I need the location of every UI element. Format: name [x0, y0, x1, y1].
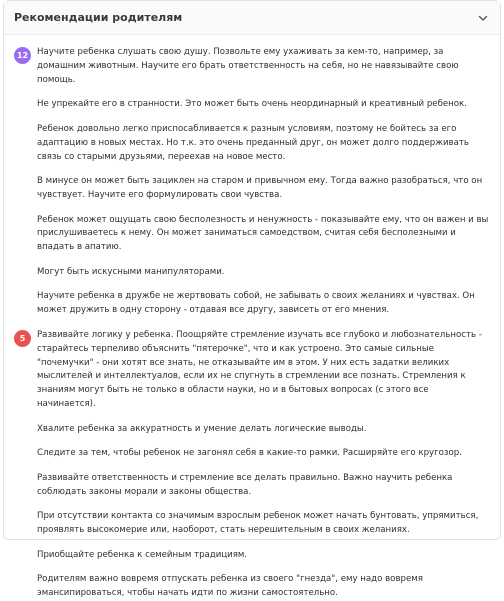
recommendation-paragraph: Развивайте ответственность и стремление все делать правильно. Важно научить ребенка соблюдать законы морали и законы общества.	[37, 472, 453, 497]
card-header[interactable]	[4, 1, 500, 35]
number-badge: 12	[14, 47, 31, 64]
recommendation-paragraph: Научите ребенка слушать свою душу. Позвольте ему ухаживать за кем-то, например, за домашним животным. Научите его брать ответственность на себя, но не навязывайте свою помощь.	[37, 47, 459, 85]
card-content	[4, 35, 500, 601]
recommendation-paragraph: Хвалите ребенка за аккуратность и умение делать логические выводы.	[37, 423, 367, 434]
recommendation-paragraph: Родителям важно вовремя отпускать ребенка из своего "гнезда", ему надо вовремя эмансипироваться, чтобы начать идти по жизни самостоятельно.	[37, 574, 423, 598]
recommendation-paragraph: Развивайте логику у ребенка. Поощряйте стремление изучать все глубоко и любознательность - старайтесь терпеливо объяснить "пятерочке", что и как устроено. Это самые сильные "почемучки" - они хотят все знать, не отказывайте им в этом. У них есть задатки великих мыслителей и интеллектуалов, если их не спугнуть в стремлении все познать. Стремления к знаниям могут быть не только в области науки, но и в бытовых вопросах (с этого все начинается).	[37, 329, 482, 410]
recommendation-paragraph: Научите ребенка в дружбе не жертвовать собой, не забывать о своих желаниях и чувствах. Он может дружить в одну сторону - отдавая все другу, зависеть от его мнения.	[37, 291, 475, 316]
recommendation-paragraph: Ребенок может ощущать свою бесполезность и ненужность - показывайте ему, что он важен и вы прислушиваетесь к нему. Он может заниматься самоедством, считая себя бесполезными и впадать в апатию.	[37, 214, 489, 253]
chevron-down-icon[interactable]	[476, 11, 490, 25]
recommendations-card	[3, 0, 501, 598]
recommendation-paragraph: В минусе он может быть зациклен на старом и привычном ему. Тогда важно разобраться, что он чувствует. Научите его формулировать свои чувства.	[37, 176, 483, 201]
recommendation-paragraph: Могут быть искусными манипуляторами.	[37, 266, 225, 277]
recommendation-paragraph: При отсутствии контакта со значимым взрослым ребенок может начать бунтовать, упрямиться, проявлять высокомерие или, наоборот, стать нерешительным в своих желаниях.	[37, 511, 479, 536]
recommendation-paragraph: Следите за тем, чтобы ребенок не загонял себя в какие-то рамки. Расширяйте его кругозор.	[37, 448, 462, 459]
number-badge: 5	[14, 330, 31, 347]
recommendation-paragraph: Не упрекайте его в странности. Это может быть очень неординарный и креативный ребенок.	[37, 99, 467, 110]
number-section	[14, 46, 490, 318]
card-title: Рекомендации родителям	[14, 11, 183, 24]
number-section	[14, 329, 490, 601]
recommendation-paragraph: Приобщайте ребенка к семейным традициям.	[37, 549, 248, 560]
recommendation-paragraph: Ребенок довольно легко приспосабливается к разным условиям, поэтому не бойтесь за его адаптацию в новых местах. Но т.к. это очень преданный друг, он может долго поддерживать связь со старыми друзьями, переехав на новое место.	[37, 123, 469, 162]
